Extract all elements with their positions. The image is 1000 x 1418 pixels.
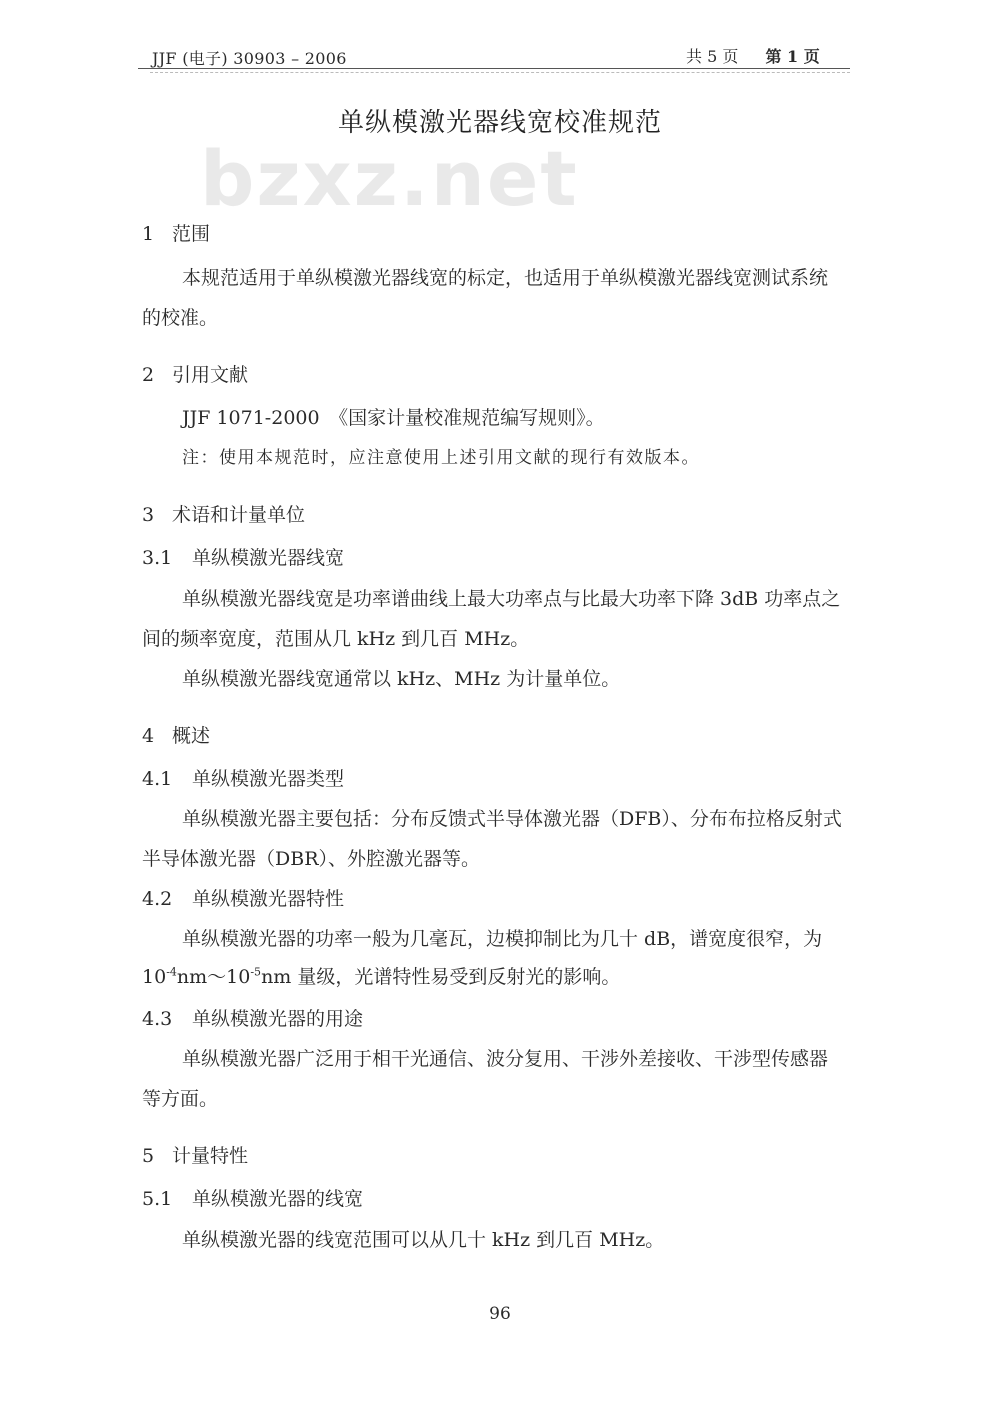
page-indicator xyxy=(686,44,820,67)
section-heading-4: 4 概述 xyxy=(142,725,211,747)
paragraph-cont: 间的频率宽度，范围从几 kHz 到几百 MHz。 xyxy=(142,628,530,650)
section-heading-2: 2 引用文献 xyxy=(142,364,249,386)
subsection-heading-4-2: 4.2 单纵模激光器特性 xyxy=(142,888,345,910)
section-heading-5: 5 计量特性 xyxy=(142,1145,249,1167)
watermark: bzxz.net xyxy=(200,134,579,223)
paragraph: 单纵模激光器线宽通常以 kHz、MHz 为计量单位。 xyxy=(182,668,621,690)
paragraph-cont: 等方面。 xyxy=(142,1088,219,1110)
reference-note: 注：使用本规范时，应注意使用上述引用文献的现行有效版本。 xyxy=(182,448,700,468)
paragraph: 单纵模激光器线宽是功率谱曲线上最大功率点与比最大功率下降 3dB 功率点之 xyxy=(182,588,841,610)
paragraph: 单纵模激光器主要包括：分布反馈式半导体激光器（DFB）、分布布拉格反射式 xyxy=(182,808,842,830)
section-heading-1: 1 范围 xyxy=(142,223,211,245)
paragraph-cont: 的校准。 xyxy=(142,307,219,329)
paragraph: 单纵模激光器的功率一般为几毫瓦，边模抑制比为几十 dB，谱宽度很窄，为 xyxy=(182,928,823,950)
paragraph: 本规范适用于单纵模激光器线宽的标定，也适用于单纵模激光器线宽测试系统 xyxy=(182,267,829,289)
header-rule xyxy=(138,68,850,69)
page-number: 96 xyxy=(489,1304,511,1324)
subsection-heading-5-1: 5.1 单纵模激光器的线宽 xyxy=(142,1188,364,1210)
subsection-heading-4-1: 4.1 单纵模激光器类型 xyxy=(142,768,345,790)
header-rule-faint xyxy=(150,72,850,73)
current-page: 第 1 页 xyxy=(765,47,820,66)
document-title: 单纵模激光器线宽校准规范 xyxy=(337,108,662,138)
section-heading-3: 3 术语和计量单位 xyxy=(142,504,306,526)
paragraph-cont: $10^{-4}nm\sim 10^{-5}nm$ 量级，光谱特性易受到反射光的影响。 xyxy=(142,965,621,988)
subsection-heading-3-1: 3.1 单纵模激光器线宽 xyxy=(142,547,345,569)
subsection-heading-4-3: 4.3 单纵模激光器的用途 xyxy=(142,1008,364,1030)
total-pages: 共 5 页 xyxy=(686,47,739,66)
paragraph-cont: 半导体激光器（DBR）、外腔激光器等。 xyxy=(142,848,481,870)
standard-code: JJF (电子) 30903 – 2006 xyxy=(152,49,347,68)
paragraph: 单纵模激光器广泛用于相干光通信、波分复用、干涉外差接收、干涉型传感器 xyxy=(182,1048,829,1070)
paragraph: 单纵模激光器的线宽范围可以从几十 kHz 到几百 MHz。 xyxy=(182,1229,665,1251)
reference-entry: JJF 1071-2000 《国家计量校准规范编写规则》。 xyxy=(182,407,605,429)
